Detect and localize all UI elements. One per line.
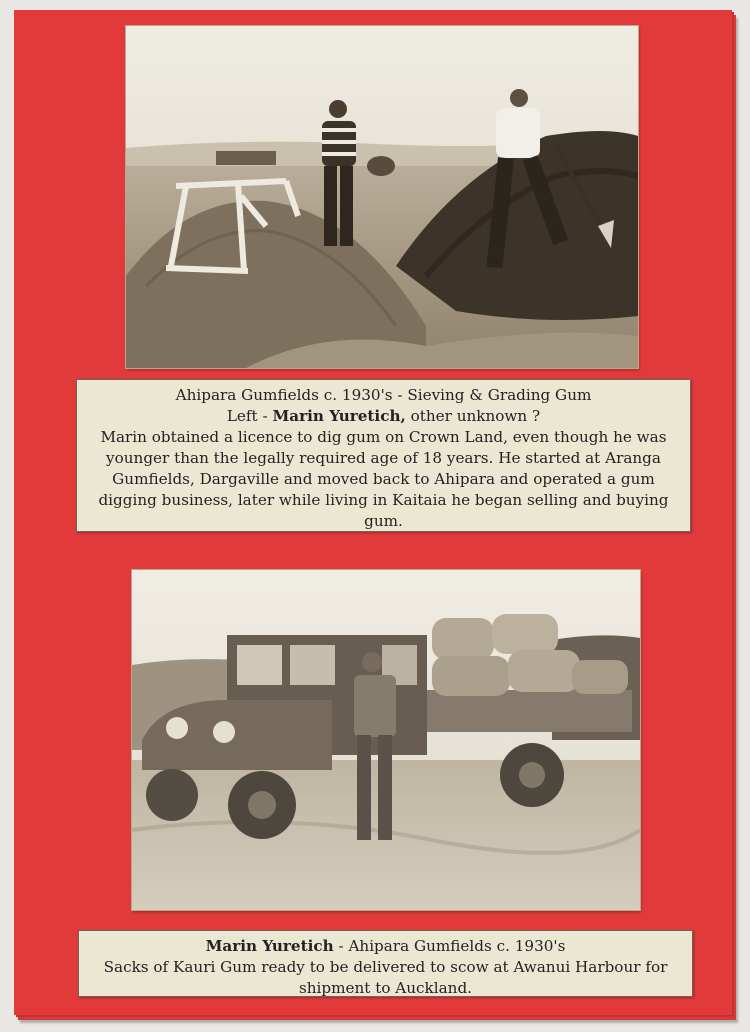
person-name: Marin Yuretich, xyxy=(272,407,406,425)
caption-subtitle xyxy=(83,406,684,427)
caption-card-truck xyxy=(78,930,693,997)
subtitle-suffix: other unknown ? xyxy=(405,407,541,425)
title-suffix: - Ahipara Gumfields c. 1930's xyxy=(333,937,566,955)
caption-body: Sacks of Kauri Gum ready to be delivered to scow at Awanui Harbour for shipment to Auckland. xyxy=(103,958,668,997)
person-name: Marin Yuretich xyxy=(205,937,334,955)
subtitle-prefix: Left - xyxy=(226,407,273,425)
caption-title xyxy=(85,936,686,957)
red-mounting-board xyxy=(14,10,732,1015)
caption-body: Marin obtained a licence to dig gum on Crown Land, even though he was younger than the legally required age of 18 years. He started at Aranga Gumfields, Dargaville and moved back to Ahipara and operated a gum digging business, later while living in Kaitaia he began selling and buying gum. xyxy=(98,428,669,530)
caption-card-sieving xyxy=(76,379,691,532)
caption-title: Ahipara Gumfields c. 1930's - Sieving & Grading Gum xyxy=(175,386,592,404)
gumfield-sieving-photo xyxy=(126,26,638,368)
truck-gum-sacks-photo xyxy=(132,570,640,910)
